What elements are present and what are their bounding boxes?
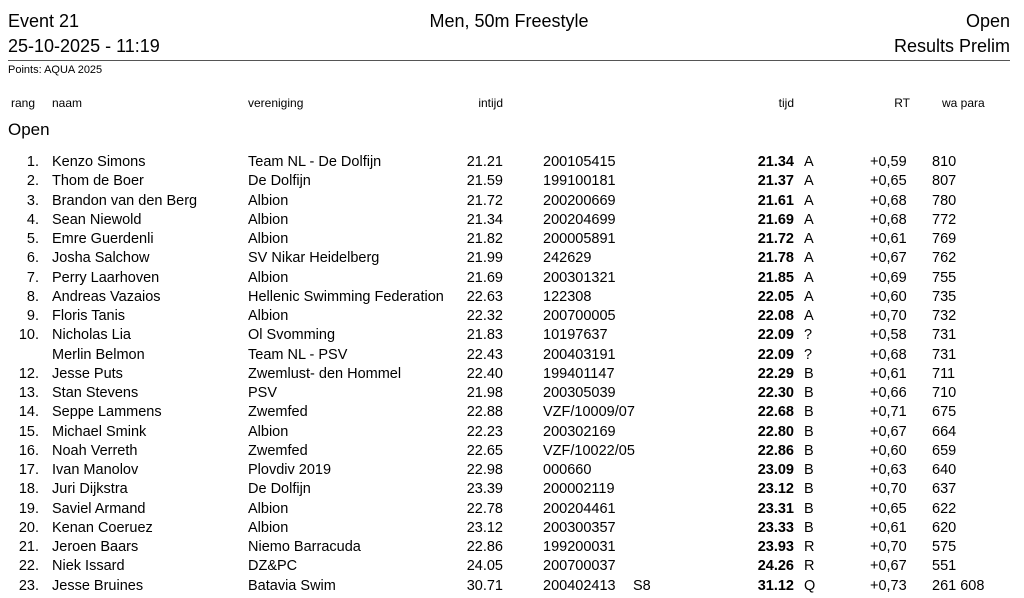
column-header-name: naam [52,96,83,110]
result-time-cell: 23.09 [757,462,794,478]
table-row [0,173,1024,192]
reaction-time-cell: +0,59 [870,154,907,170]
rank-cell: 16. [18,442,39,459]
points-cell: 620 [932,519,957,536]
entry-time-cell: 22.88 [466,404,503,421]
points-cell: 664 [932,423,957,440]
rank-cell: 20. [18,519,39,536]
table-row [0,424,1024,443]
club-cell: Hellenic Swimming Federation [248,288,444,305]
reaction-time-cell: +0,65 [870,500,907,517]
reaction-time-cell: +0,70 [870,481,907,498]
rank-cell: 9. [26,308,39,324]
reaction-time-cell: +0,67 [870,423,907,440]
license-cell: 242629 [543,250,592,267]
entry-time-cell: 21.59 [466,173,503,190]
points-cell: 810 [932,154,957,170]
result-time-cell: 21.61 [757,192,794,209]
points-cell: 551 [932,558,957,575]
rank-cell: 5. [26,231,39,247]
table-row [0,501,1024,520]
club-cell: Albion [248,519,289,536]
club-cell: Albion [248,308,289,324]
rank-cell: 21. [18,539,39,555]
result-time-cell: 22.68 [757,404,794,421]
result-time-cell: 23.31 [757,500,794,517]
club-cell: Albion [248,231,289,247]
club-cell: Albion [248,211,289,228]
table-row [0,327,1024,346]
rank-cell: 3. [26,192,39,209]
rank-cell: 15. [18,423,39,440]
name-cell: Kenzo Simons [52,154,146,170]
table-row [0,193,1024,212]
rank-cell: 8. [26,288,39,305]
points-cell: 731 [932,327,957,344]
name-cell: Brandon van den Berg [52,192,198,209]
reaction-time-cell: +0,68 [870,192,907,209]
qualification-cell: A [804,231,814,247]
license-cell: 199401147 [543,365,615,382]
entry-time-cell: 21.72 [466,192,503,209]
rank-cell: 10. [18,327,39,344]
license-cell: 199200031 [543,539,616,555]
name-cell: Floris Tanis [52,308,126,324]
rank-cell: 18. [18,481,39,498]
entry-time-cell: 22.78 [466,500,503,517]
club-cell: Team NL - De Dolfijn [248,154,382,170]
name-cell: Josha Salchow [52,250,150,267]
entry-time-cell: 22.23 [466,423,503,440]
column-header-entry: intijd [478,96,503,110]
table-row [0,270,1024,289]
points-cell: 261 608 [932,577,985,594]
name-cell: Michael Smink [52,423,147,440]
reaction-time-cell: +0,61 [870,365,907,382]
result-time-cell: 21.34 [757,154,794,170]
name-cell: Andreas Vazaios [52,288,161,305]
reaction-time-cell: +0,68 [870,211,907,228]
qualification-cell: A [804,288,814,305]
rank-cell: 14. [18,404,39,421]
result-time-cell: 23.33 [757,519,794,536]
name-cell: Noah Verreth [52,442,138,459]
license-cell: 200305039 [543,385,616,401]
reaction-time-cell: +0,73 [870,577,907,594]
license-cell: VZF/10009/07 [543,404,635,421]
table-row [0,481,1024,500]
rank-cell: 4. [26,211,39,228]
name-cell: Jesse Bruines [52,577,144,594]
qualification-cell: A [804,173,814,190]
entry-time-cell: 21.82 [466,231,503,247]
license-cell: 200005891 [543,231,616,247]
reaction-time-cell: +0,71 [870,404,907,421]
event-datetime: 25-10-2025 - 11:19 [8,36,160,56]
qualification-cell: Q [804,577,816,594]
result-time-cell: 22.80 [757,423,794,440]
club-cell: DZ&PC [248,558,298,575]
reaction-time-cell: +0,63 [870,462,907,478]
column-header-club: vereniging [248,96,304,110]
name-cell: Sean Niewold [52,211,142,228]
points-cell: 807 [932,173,957,190]
entry-time-cell: 22.98 [466,462,503,478]
club-cell: De Dolfijn [248,481,311,498]
name-cell: Thom de Boer [52,173,144,190]
table-row [0,289,1024,308]
section-title: Open [8,120,50,139]
result-time-cell: 22.29 [757,365,794,382]
license-cell: 200200669 [543,192,616,209]
name-cell: Kenan Coeruez [52,519,153,536]
name-cell: Saviel Armand [52,500,146,517]
club-cell: Albion [248,423,289,440]
qualification-cell: ? [804,346,813,363]
table-row [0,443,1024,462]
entry-time-cell: 21.98 [466,385,503,401]
entry-time-cell: 21.99 [466,250,503,267]
column-header-rank: rang [11,96,36,110]
result-time-cell: 22.86 [757,442,794,459]
reaction-time-cell: +0,61 [870,519,907,536]
license-cell: 200301321 [543,269,616,286]
entry-time-cell: 23.39 [466,481,503,498]
name-cell: Juri Dijkstra [52,481,128,498]
club-cell: Albion [248,269,289,286]
reaction-time-cell: +0,70 [870,308,907,324]
club-cell: Zwemfed [248,404,308,421]
result-time-cell: 31.12 [757,577,794,594]
license-cell: 000660 [543,462,592,478]
points-cell: 780 [932,192,957,209]
name-cell: Perry Laarhoven [52,269,160,286]
entry-time-cell: 24.05 [466,558,503,575]
entry-time-cell: 22.43 [466,346,503,363]
rank-cell: 1. [26,154,39,170]
club-cell: Batavia Swim [248,577,336,594]
license-cell: 200302169 [543,423,616,440]
table-row [0,231,1024,250]
entry-time-cell: 30.71 [466,577,503,594]
table-row [0,578,1024,597]
points-cell: 637 [932,481,957,498]
license-cell: 200403191 [543,346,616,363]
license-cell: 200204461 [543,500,616,517]
license-cell: 200105415 [543,154,616,170]
result-time-cell: 21.37 [757,173,794,190]
license-cell: 200300357 [543,519,616,536]
points-cell: 755 [932,269,957,286]
club-cell: SV Nikar Heidelberg [248,250,380,267]
qualification-cell: A [804,192,814,209]
reaction-time-cell: +0,61 [870,231,907,247]
table-row [0,385,1024,404]
qualification-cell: B [804,404,814,421]
rank-cell: 19. [18,500,39,517]
points-cell: 732 [932,308,957,324]
rank-cell: 6. [26,250,39,267]
name-cell: Ivan Manolov [52,462,139,478]
event-number: Event 21 [8,11,80,31]
club-cell: Zwemfed [248,442,308,459]
points-cell: 659 [932,442,957,459]
club-cell: Niemo Barracuda [248,539,361,555]
reaction-time-cell: +0,58 [870,327,907,344]
entry-time-cell: 22.86 [466,539,503,555]
reaction-time-cell: +0,65 [870,173,907,190]
name-cell: Niek Issard [52,558,125,575]
column-header-points: wa para [942,96,985,110]
rank-cell: 22. [18,558,39,575]
reaction-time-cell: +0,67 [870,558,907,575]
club-cell: Team NL - PSV [248,346,348,363]
club-cell: Zwemlust- den Hommel [248,365,402,382]
points-cell: 622 [932,500,957,517]
reaction-time-cell: +0,60 [870,442,907,459]
result-time-cell: 21.69 [757,211,794,228]
name-cell: Jesse Puts [52,365,123,382]
reaction-time-cell: +0,66 [870,385,907,401]
points-cell: 640 [932,462,957,478]
reaction-time-cell: +0,60 [870,288,907,305]
table-row [0,558,1024,577]
qualification-cell: B [804,500,814,517]
name-cell: Emre Guerdenli [52,231,154,247]
column-header-rt: RT [894,96,910,110]
entry-time-cell: 22.40 [466,365,503,382]
reaction-time-cell: +0,67 [870,250,907,267]
table-row [0,154,1024,173]
qualification-cell: B [804,365,814,382]
club-cell: Albion [248,500,289,517]
license-cell: 200402413 [543,577,616,594]
points-cell: 675 [932,404,957,421]
result-time-cell: 21.72 [757,231,794,247]
results-label: Results Prelim [893,36,1010,56]
name-cell: Jeroen Baars [52,539,139,555]
license-cell: 200700037 [543,558,616,575]
entry-time-cell: 23.12 [466,519,503,536]
club-cell: Albion [248,192,289,209]
table-row [0,462,1024,481]
result-time-cell: 24.26 [757,558,794,575]
entry-time-cell: 22.65 [466,442,503,459]
qualification-cell: A [804,211,814,228]
result-time-cell: 23.93 [757,539,794,555]
license-cell: 200002119 [543,481,615,498]
result-time-cell: 22.05 [757,288,794,305]
entry-time-cell: 22.32 [466,308,503,324]
table-row [0,212,1024,231]
points-cell: 575 [932,539,957,555]
reaction-time-cell: +0,69 [870,269,907,286]
points-cell: 710 [932,385,957,401]
name-cell: Merlin Belmon [52,346,145,363]
qualification-cell: R [804,558,815,575]
name-cell: Seppe Lammens [52,404,162,421]
qualification-cell: A [804,250,814,267]
qualification-cell: A [804,154,814,170]
table-row [0,250,1024,269]
table-row [0,520,1024,539]
table-row [0,404,1024,423]
qualification-cell: B [804,519,814,536]
table-row [0,539,1024,558]
qualification-cell: B [804,423,814,440]
rank-cell: 23. [18,577,39,594]
table-row [0,366,1024,385]
result-time-cell: 22.09 [757,327,794,344]
rank-cell: 2. [26,173,39,190]
reaction-time-cell: +0,68 [870,346,907,363]
rank-cell: 12. [18,365,39,382]
license-cell: 122308 [543,288,592,305]
table-row [0,308,1024,327]
points-note: Points: AQUA 2025 [8,64,103,76]
entry-time-cell: 21.83 [466,327,503,344]
license-cell: 200204699 [543,211,616,228]
license-cell: 200700005 [543,308,616,324]
result-time-cell: 21.78 [757,250,794,267]
qualification-cell: R [804,539,815,555]
qualification-cell: B [804,481,814,498]
qualification-cell: A [804,308,814,324]
license-cell: 10197637 [543,327,608,344]
entry-time-cell: 21.21 [466,154,503,170]
result-time-cell: 21.85 [757,269,794,286]
class-suffix-cell: S8 [633,577,651,594]
result-time-cell: 23.12 [757,481,794,498]
result-time-cell: 22.30 [757,385,794,401]
rank-cell: 7. [26,269,39,286]
qualification-cell: ? [804,327,813,344]
license-cell: 199100181 [543,173,616,190]
club-cell: De Dolfijn [248,173,311,190]
reaction-time-cell: +0,70 [870,539,907,555]
entry-time-cell: 22.63 [466,288,503,305]
points-cell: 735 [932,288,957,305]
event-title: Men, 50m Freestyle [429,11,589,31]
qualification-cell: A [804,269,814,286]
entry-time-cell: 21.69 [466,269,503,286]
result-time-cell: 22.08 [757,308,794,324]
result-time-cell: 22.09 [757,346,794,363]
table-row [0,347,1024,366]
event-category: Open [965,11,1010,31]
license-cell: VZF/10022/05 [543,442,635,459]
header-divider [8,60,1010,61]
club-cell: Plovdiv 2019 [248,462,332,478]
qualification-cell: B [804,385,814,401]
points-cell: 772 [932,211,957,228]
entry-time-cell: 21.34 [466,211,503,228]
club-cell: Ol Svomming [248,327,336,344]
column-header-time: tijd [778,96,794,110]
qualification-cell: B [804,442,814,459]
points-cell: 762 [932,250,957,267]
points-cell: 711 [932,365,956,382]
name-cell: Stan Stevens [52,385,139,401]
points-cell: 769 [932,231,957,247]
qualification-cell: B [804,462,814,478]
club-cell: PSV [248,385,278,401]
rank-cell: 17. [18,462,39,478]
name-cell: Nicholas Lia [52,327,131,344]
rank-cell: 13. [18,385,39,401]
points-cell: 731 [932,346,957,363]
